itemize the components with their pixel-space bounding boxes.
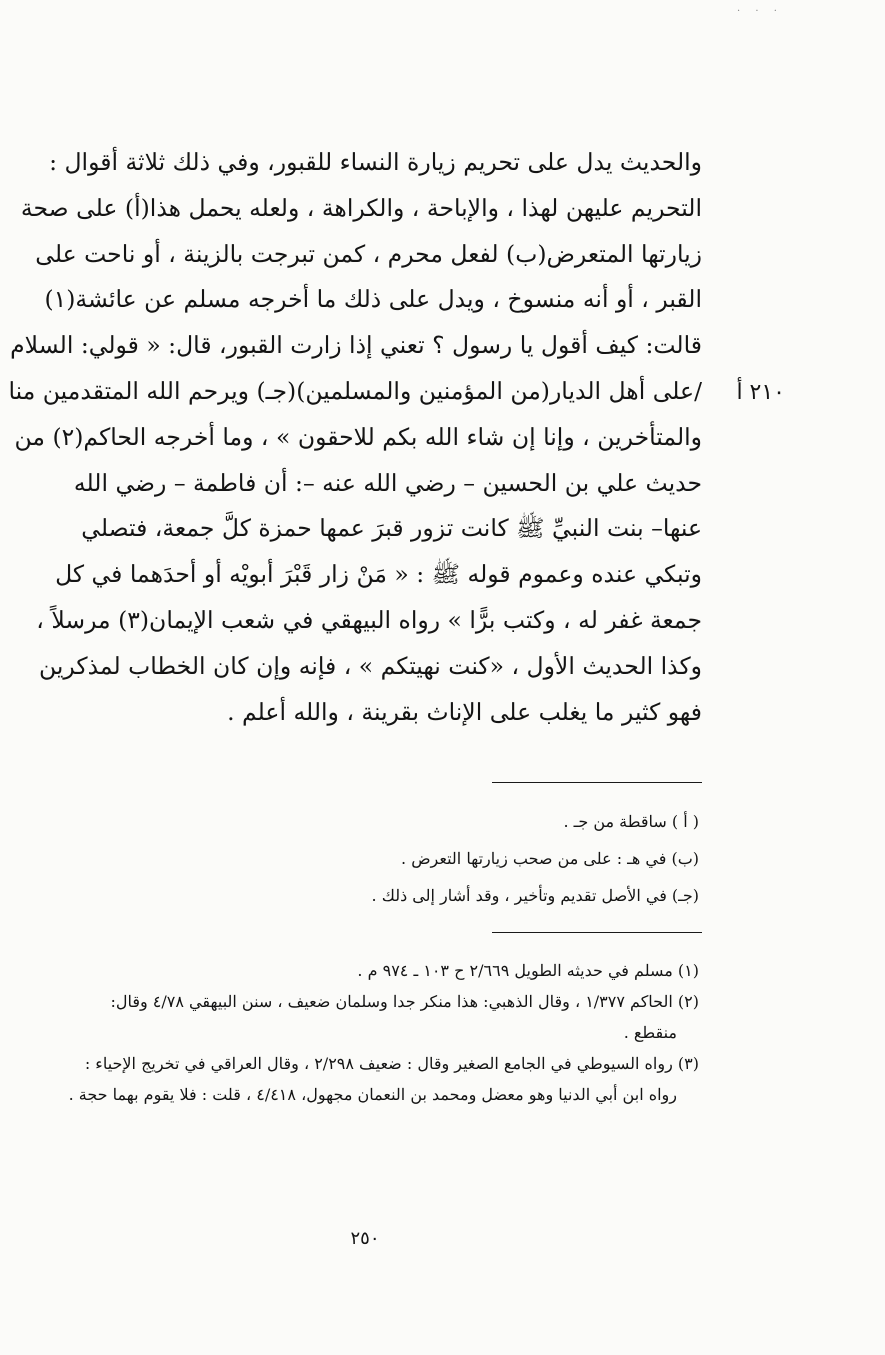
footnote-continuation: رواه ابن أبي الدنيا وهو معضل ومحمد بن النعمان مجهول، ٤/٤١٨ ، قلت : فلا يقوم بهما حجة .: [68, 1085, 677, 1104]
variant-note: (جـ) في الأصل تقديم وتأخير ، وقد أشار إلى ذلك .: [371, 886, 699, 905]
page-number: ٢٥٠: [350, 1228, 380, 1249]
text-line: والحديث يدل على تحريم زيارة النساء للقبور، وفي ذلك ثلاثة أقوال :: [49, 148, 702, 176]
text-line: القبر ، أو أنه منسوخ ، ويدل على ذلك ما أخرجه مسلم عن عائشة(١): [44, 285, 702, 314]
main-text-block: [8, 140, 702, 735]
manuscript-folio-marker: ٢١٠ أ: [736, 380, 785, 405]
footnote: (١) مسلم في حديثه الطويل ٢/٦٦٩ ح ١٠٣ ـ ٩٧٤ م .: [357, 961, 699, 980]
footnotes: [29, 955, 699, 1110]
text-line: وكذا الحديث الأول ، «كنت نهيتكم » ، فإنه وإن كان الخطاب لمذكرين: [38, 651, 702, 680]
scan-artifact: · · ·: [737, 6, 783, 17]
text-line: /على أهل الديار(من المؤمنين والمسلمين)(جـ) ويرحم الله المتقدمين منا: [8, 376, 702, 405]
text-line: زيارتها المتعرض(ب) لفعل محرم ، كمن تبرجت بالزينة ، أو ناحت على: [35, 239, 702, 268]
footnote: (٢) الحاكم ١/٣٧٧ ، وقال الذهبي: هذا منكر جدا وسلمان ضعيف ، سنن البيهقي ٤/٧٨ وقال:: [110, 992, 699, 1011]
footnote-divider: [492, 932, 702, 933]
text-line: التحريم عليهن لهذا ، والإباحة ، والكراهة ، ولعله يحمل هذا(أ) على صحة: [20, 193, 702, 222]
footnote: (٣) رواه السيوطي في الجامع الصغير وقال : ضعيف ٢/٢٩٨ ، وقال العراقي في تخريج الإحياء :: [84, 1054, 699, 1073]
text-line: وتبكي عنده وعموم قوله ﷺ : « مَنْ زار قَبْرَ أبويْه أو أحدَهما في كل: [55, 560, 702, 589]
text-line: جمعة غفر له ، وكتب برًّا » رواه البيهقي في شعب الإيمان(٣) مرسلاً ،: [36, 605, 702, 634]
text-line: عنها– بنت النبيِّ ﷺ كانت تزور قبرَ عمها حمزة كلَّ جمعة، فتصلي: [81, 514, 702, 543]
variant-note: (ب) في هـ : على من صحب زيارتها التعرض .: [401, 849, 699, 868]
text-line: حديث علي بن الحسين – رضي الله عنه –: أن فاطمة – رضي الله: [73, 468, 702, 497]
footnote-continuation: منقطع .: [623, 1023, 677, 1042]
text-line: فهو كثير ما يغلب على الإناث بقرينة ، والله أعلم .: [227, 697, 702, 726]
footnote-divider: [492, 782, 702, 783]
variant-notes: [179, 803, 699, 914]
text-line: والمتأخرين ، وإنا إن شاء الله بكم للاحقون » ، وما أخرجه الحاكم(٢) من: [14, 422, 702, 451]
text-line: قالت: كيف أقول يا رسول ؟ تعني إذا زارت القبور، قال: « قولي: السلام: [10, 331, 702, 360]
variant-note: ( أ ) ساقطة من جـ .: [563, 812, 699, 831]
